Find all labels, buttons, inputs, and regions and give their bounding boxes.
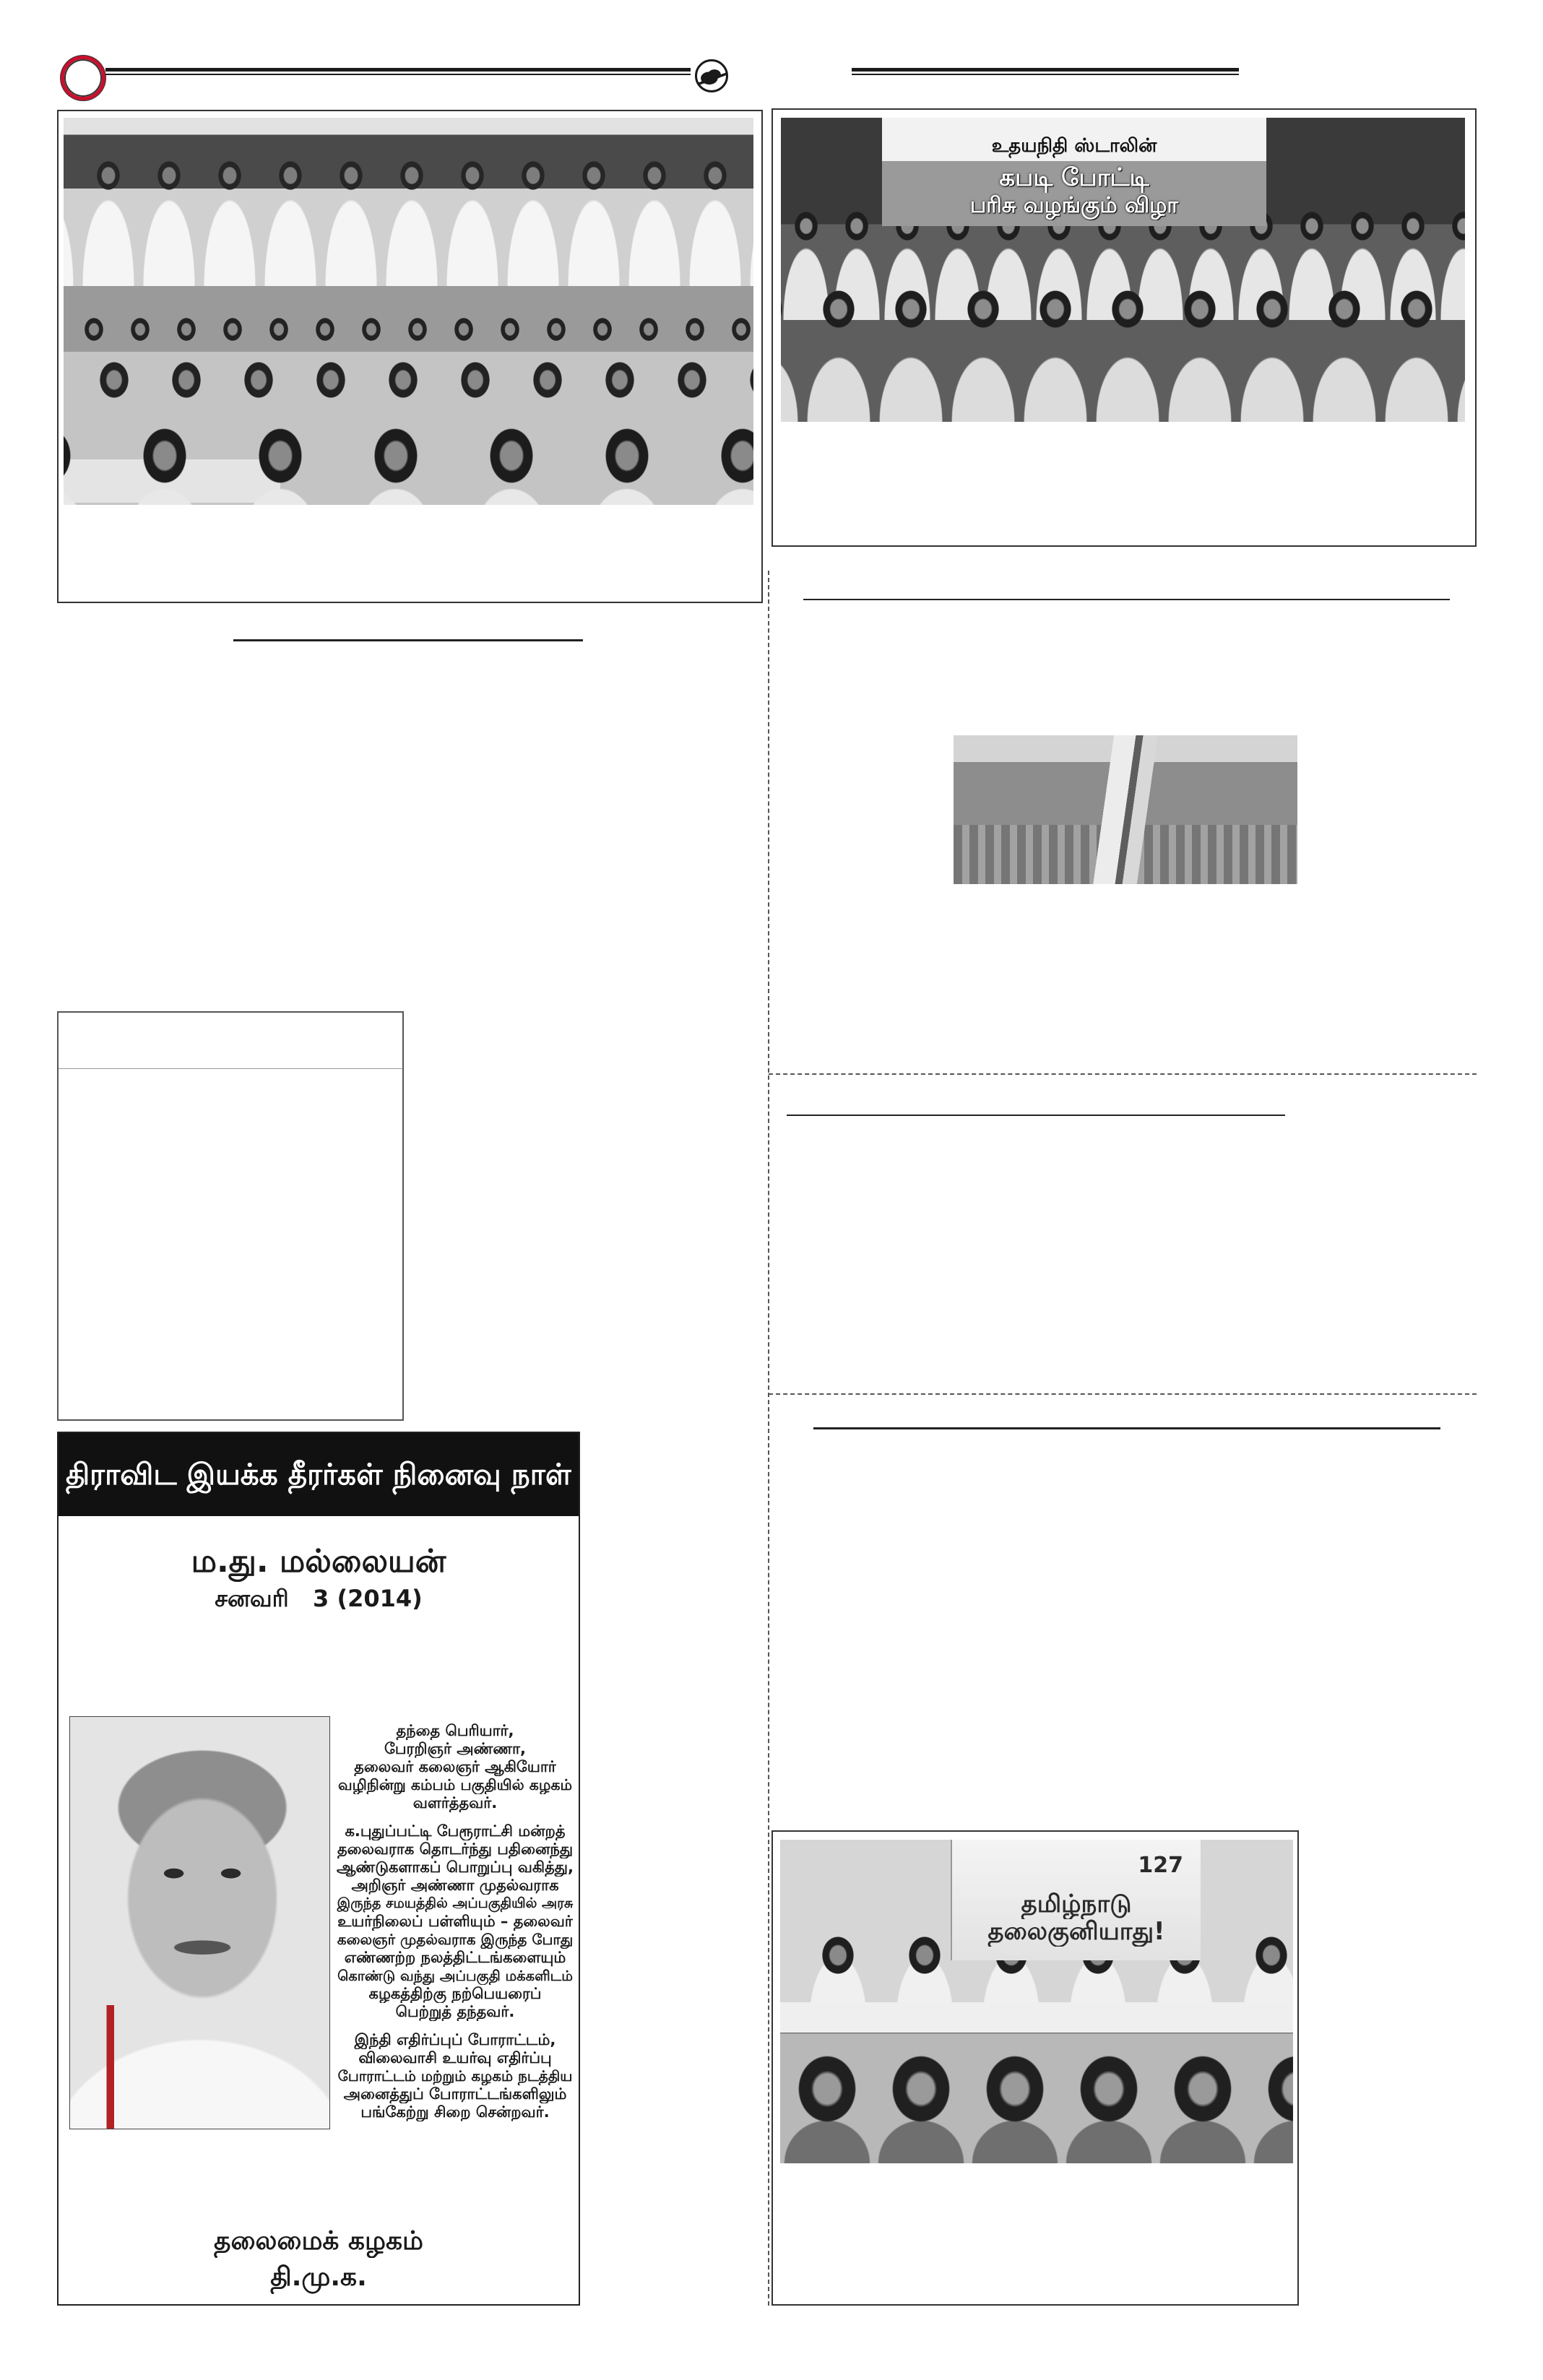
party-symbol-icon xyxy=(695,59,728,92)
bio-line: இந்தி எதிர்ப்புப் போராட்டம், xyxy=(354,2031,556,2048)
memorial-date: சனவரி 3 (2014) xyxy=(215,1585,423,1612)
students-classroom-photo xyxy=(64,286,753,505)
bio-line: எண்ணற்ற நலத்திட்டங்களையும் xyxy=(344,1949,566,1966)
memorial-header-band xyxy=(59,1433,579,1516)
bio-line: விலைவாசி உயர்வு எதிர்ப்பு xyxy=(358,2049,552,2067)
masthead-rule-left-thin xyxy=(105,74,691,75)
masthead-rule-right xyxy=(852,68,1239,72)
bio-line: ஆண்டுகளாகப் பொறுப்பு வகித்து, xyxy=(337,1858,574,1876)
bio-line: வளர்த்தவர். xyxy=(412,1794,498,1812)
memorial-notice xyxy=(57,1432,580,2306)
headline-underline-right-1 xyxy=(803,599,1450,600)
banner-line: தமிழ்நாடு xyxy=(1021,1890,1132,1918)
bio-line: அனைத்துப் போராட்டங்களிலும் xyxy=(343,2085,567,2103)
meeting-banner xyxy=(951,1840,1201,1960)
memorial-header-title: திராவிட இயக்க தீரர்கள் நினைவு நாள் xyxy=(66,1457,571,1492)
bio-paragraph xyxy=(336,1822,574,2021)
bio-line: உயர்நிலைப் பள்ளியும் – தலைவர் xyxy=(337,1913,573,1930)
bio-line: தந்தை பெரியார், xyxy=(396,1722,514,1739)
bio-line: தலைவர் கலைஞர் ஆகியோர் xyxy=(354,1758,556,1775)
bio-line: அறிஞர் அண்ணா முதல்வராக xyxy=(351,1877,559,1894)
bio-line: இருந்த சமயத்தில் அப்பகுதியில் அரசு xyxy=(337,1895,574,1911)
banner-line: உதயநிதி ஸ்டாலின் xyxy=(991,135,1157,157)
column-divider xyxy=(768,571,769,2306)
memorial-footer-party: தி.மு.க. xyxy=(270,2262,367,2292)
bio-paragraph xyxy=(336,1722,574,1812)
banner-line: தலைகுனியாது! xyxy=(987,1917,1165,1946)
bio-line: கலைஞர் முதல்வராக இருந்த போது xyxy=(337,1931,574,1948)
side-box xyxy=(57,1011,404,1421)
headline-underline-right-2 xyxy=(787,1115,1285,1116)
metro-aerial-photo xyxy=(954,735,1297,884)
bio-paragraph xyxy=(336,2031,574,2121)
bio-line: போராட்டம் மற்றும் கழகம் நடத்திய xyxy=(337,2067,573,2085)
bio-line: பங்கேற்று சிறை சென்றவர். xyxy=(360,2103,550,2121)
party-meeting-photo xyxy=(780,1840,1293,2163)
bio-line: பெற்றுத் தந்தவர். xyxy=(395,2003,515,2020)
red-circle-marker-icon xyxy=(61,56,105,100)
memorial-person-name: ம.து. மல்லையன் xyxy=(191,1543,446,1580)
kabaddi-event-banner xyxy=(882,118,1266,226)
kabaddi-team-photo xyxy=(781,118,1465,422)
bio-line: தலைவராக தொடர்ந்து பதினைந்து xyxy=(337,1840,574,1858)
bio-line: க.புதுப்பட்டி பேரூராட்சி மன்றத் xyxy=(345,1822,566,1840)
banner-line: கபடி போட்டி xyxy=(999,163,1149,192)
memorial-portrait-photo xyxy=(69,1716,330,2129)
section-divider xyxy=(769,1073,1477,1075)
bio-line: கொண்டு வந்து அப்பகுதி மக்களிடம் xyxy=(337,1968,573,1984)
section-divider xyxy=(769,1393,1477,1395)
memorial-footer-org: தலைமைக் கழகம் xyxy=(214,2226,423,2256)
banner-line: 127 xyxy=(1138,1853,1183,1878)
banner-line: பரிசு வழங்கும் விழா xyxy=(969,193,1179,218)
bio-line: கழகத்திற்கு நற்பெயரைப் xyxy=(368,1985,542,2002)
headline-underline-right-3 xyxy=(813,1427,1440,1429)
officials-visit-photo xyxy=(64,118,753,286)
memorial-biography xyxy=(336,1722,574,2132)
meeting-photo-box xyxy=(772,1830,1299,2306)
bio-line: பேரறிஞர் அண்ணா, xyxy=(384,1740,527,1757)
side-box-divider xyxy=(59,1068,402,1069)
masthead-rule-left xyxy=(105,68,691,72)
bio-line: வழிநின்று கம்பம் பகுதியில் கழகம் xyxy=(338,1776,572,1793)
masthead-rule-right-thin xyxy=(852,74,1239,75)
headline-underline-left xyxy=(233,639,583,641)
